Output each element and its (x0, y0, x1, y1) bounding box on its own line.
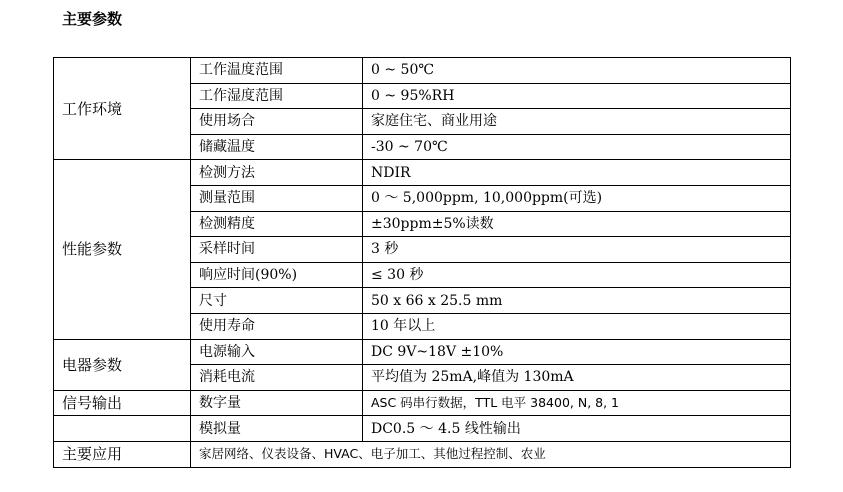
param-cell: 消耗电流 (191, 365, 363, 391)
param-cell: 模拟量 (191, 416, 363, 442)
value-cell: DC 9V~18V ±10% (363, 339, 791, 365)
table-row (54, 441, 791, 467)
param-cell: 工作温度范围 (191, 58, 363, 84)
table-row (54, 416, 791, 442)
param-cell: 采样时间 (191, 237, 363, 263)
value-cell: ±30ppm±5%读数 (363, 211, 791, 237)
param-cell: 工作湿度范围 (191, 83, 363, 109)
value-cell: 平均值为 25mA,峰值为 130mA (363, 365, 791, 391)
value-cell: 0 ~ 95%RH (363, 83, 791, 109)
value-cell: 家庭住宅、商业用途 (363, 109, 791, 135)
param-cell: 测量范围 (191, 185, 363, 211)
param-cell: 使用寿命 (191, 313, 363, 339)
value-cell: 0 ~ 50℃ (363, 58, 791, 84)
category-cell: 主要应用 (54, 441, 191, 467)
category-cell: 电器参数 (54, 339, 191, 390)
table-row (54, 339, 791, 365)
page-title: 主要参数 (62, 10, 123, 28)
value-cell: NDIR (363, 160, 791, 186)
value-cell: -30 ~ 70℃ (363, 134, 791, 160)
table-row (54, 390, 791, 416)
table-row (54, 160, 791, 186)
param-cell: 检测精度 (191, 211, 363, 237)
category-cell: 工作环境 (54, 58, 191, 160)
value-cell: 50 x 66 x 25.5 mm (363, 288, 791, 314)
value-cell: ASC 码串行数据，TTL 电平 38400, N, 8, 1 (363, 390, 791, 416)
value-cell: DC0.5 ～ 4.5 线性输出 (363, 416, 791, 442)
category-cell: 信号输出 (54, 390, 191, 416)
category-cell-empty (54, 416, 191, 442)
spec-table (53, 57, 791, 468)
param-cell: 尺寸 (191, 288, 363, 314)
application-value-cell: 家居网络、仪表设备、HVAC、电子加工、其他过程控制、农业 (191, 441, 791, 467)
param-cell: 数字量 (191, 390, 363, 416)
table-row (54, 58, 791, 84)
category-cell: 性能参数 (54, 160, 191, 339)
param-cell: 响应时间(90%) (191, 262, 363, 288)
value-cell: ≤ 30 秒 (363, 262, 791, 288)
param-cell: 电源输入 (191, 339, 363, 365)
param-cell: 检测方法 (191, 160, 363, 186)
value-cell: 3 秒 (363, 237, 791, 263)
value-cell: 10 年以上 (363, 313, 791, 339)
value-cell: 0 ～ 5,000ppm, 10,000ppm(可选) (363, 185, 791, 211)
param-cell: 储藏温度 (191, 134, 363, 160)
param-cell: 使用场合 (191, 109, 363, 135)
